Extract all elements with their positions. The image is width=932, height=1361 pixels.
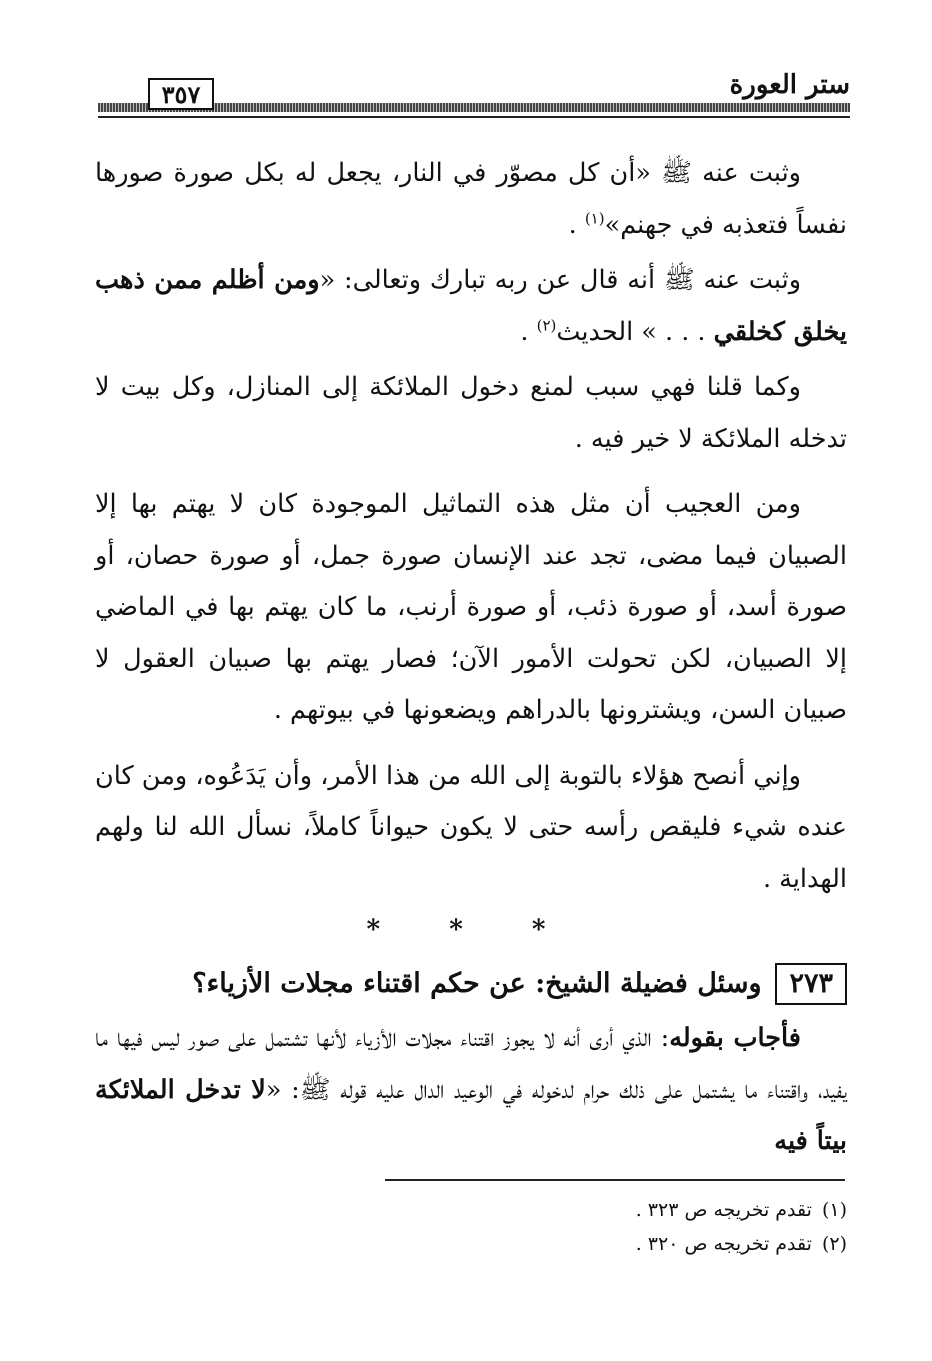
- footnote-mark: (١): [821, 1199, 847, 1221]
- footnote-item: [95, 1193, 847, 1227]
- page-number: ٣٥٧: [148, 78, 214, 110]
- paragraph-3: [95, 362, 847, 465]
- footnote-ref-2: (٢): [536, 316, 557, 334]
- paragraph-1: وثبت عنه ﷺ «أن كل مصوّر في النار، يجعل له بكل صورة صورها نفساً فتعذبه في جهنم»$^{(١)}$ .: [95, 158, 847, 240]
- answer-quote: لا تدخل الملائكة بيتاً فيه: [95, 1074, 847, 1156]
- footnote-text: تقدم تخريجه ص ٣٢٣ .: [635, 1199, 812, 1221]
- paragraph-3-text: وكما قلنا فهي سبب لمنع دخول الملائكة إلى المنازل، وكل بيت لا تدخله الملائكة لا خير فيه .: [95, 372, 847, 454]
- paragraph-2: وثبت عنه ﷺ أنه قال عن ربه تبارك وتعالى: «ومن أظلم ممن ذهب يخلق كخلقي . . . » الحديث$^{(٢)}$ .: [95, 265, 847, 347]
- paragraph-2-intro: وثبت عنه ﷺ أنه قال عن ربه تبارك وتعالى: «: [319, 265, 802, 295]
- paragraph-2-tail: . . . » الحديث: [556, 316, 706, 347]
- header-rule-thin: [98, 116, 850, 118]
- running-title: ستر العورة: [729, 70, 850, 100]
- question-heading: [95, 955, 847, 1013]
- footnote-ref-1: (١): [584, 209, 605, 227]
- footnote-text: تقدم تخريجه ص ٣٢٠ .: [635, 1233, 812, 1255]
- paragraph-5: [95, 751, 847, 906]
- section-separator: * * *: [366, 915, 576, 945]
- paragraph-4: [95, 479, 847, 737]
- answer-text: : الذي أرى أنه لا يجوز اقتناء مجلات الأزياء لأنها تشتمل على صور ليس فيها ما يفيد، واقتناء ما يشتمل على ذلك حرام لدخوله في الوعيد الدال عليه قوله ﷺ: «: [95, 1023, 847, 1105]
- question-text: وسئل فضيلة الشيخ: عن حكم اقتناء مجلات الأزياء؟: [192, 968, 762, 1000]
- footnote-mark: (٢): [821, 1233, 847, 1255]
- answer-paragraph: [95, 1013, 847, 1168]
- answer-lead: فأجاب بقوله: [669, 1023, 801, 1053]
- paragraph-4-text: ومن العجيب أن مثل هذه التماثيل الموجودة كان لا يهتم بها إلا الصبيان فيما مضى، تجد عند الإنسان صورة جمل، أو صورة حصان، أو صورة أسد، أو صورة ذئب، أو صورة أرنب، ما كان يهتم بها في الماضي إلا الصبيان، لكن تحولت الأمور الآن؛ فصار يهتم بها صبيان العقول لا صبيان السن، ويشترونها بالدراهم ويضعونها في بيوتهم .: [95, 489, 847, 725]
- page-body: [95, 148, 847, 1168]
- paragraph-5-text: وإني أنصح هؤلاء بالتوبة إلى الله من هذا الأمر، وأن يَدَعُوه، ومن كان عنده شيء فليقص رأسه حتى لا يكون حيواناً كاملاً، نسأل الله لنا ولهم الهداية .: [95, 760, 847, 894]
- paragraph-2-quote: ومن أظلم ممن ذهب يخلق كخلقي: [95, 265, 847, 347]
- question-number: ٢٧٣: [775, 963, 847, 1005]
- running-header: [98, 70, 850, 122]
- footnote-rule: [385, 1179, 845, 1181]
- paragraph-1-text: وثبت عنه ﷺ «أن كل مصوّر في النار، يجعل له بكل صورة صورها نفساً فتعذبه في جهنم»: [95, 158, 847, 240]
- footnote-item: [95, 1227, 847, 1261]
- footnotes: [95, 1193, 847, 1261]
